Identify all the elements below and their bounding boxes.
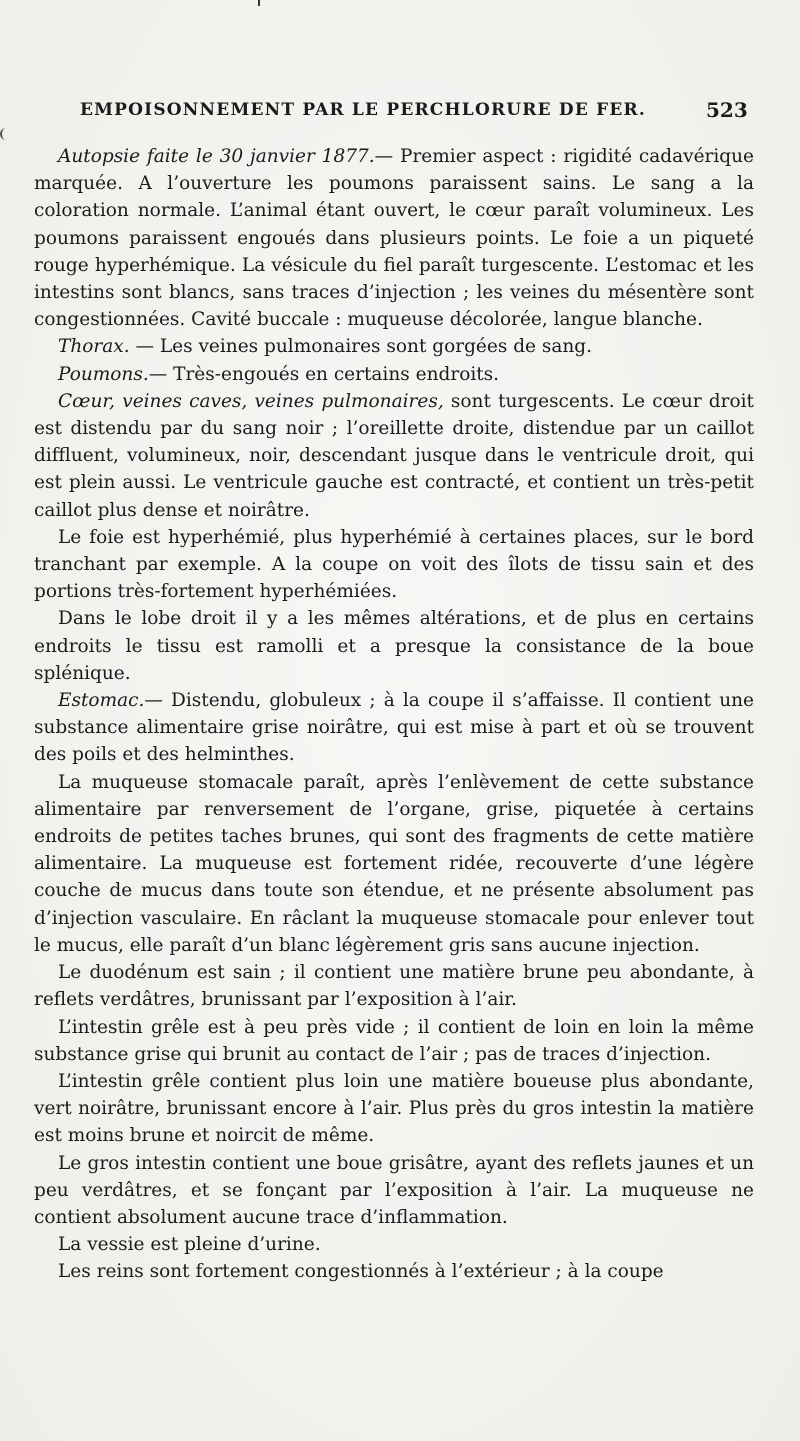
paragraph: Dans le lobe droit il y a les mêmes altérations, et de plus en certains endroits le tissu est ramolli et a presque la consistance de la boue splénique.: [34, 608, 754, 684]
paragraph-text: — Premier aspect : rigidité cadavérique marquée. A l’ouverture les poumons paraissent sains. Le sang a la coloration normale. L’animal étant ouvert, le cœur paraît volumineux. Les poumons paraissent engoués dans plusieurs points. Le foie a un piqueté rouge hyperhémique. La vésicule du fiel paraît turgescente. L’estomac et les intestins sont blancs, sans traces d’injection ; les veines du mésentère sont congestionnées. Cavité buccale : muqueuse décolorée, langue blanche.: [34, 146, 754, 331]
paragraph: [34, 388, 754, 524]
scan-mark: [0, 128, 12, 140]
body-text: [34, 143, 754, 1286]
paragraph: La muqueuse stomacale paraît, après l’enlèvement de cette substance alimentaire par renversement de l’organe, grise, piquetée à certains endroits de petites taches brunes, qui sont des fragments de cette matière alimentaire. La muqueuse est fortement ridée, recouverte d’une légère couche de mucus dans toute son étendue, et ne présente absolument pas d’injection vasculaire. En râclant la muqueuse stomacale pour enlever tout le mucus, elle paraît d’un blanc légèrement gris sans aucune injection.: [34, 771, 754, 956]
section-lead: Estomac.: [58, 690, 145, 712]
paragraph-text: — Très-engoués en certains endroits.: [148, 363, 500, 385]
paragraph: [34, 143, 754, 333]
paragraph: [34, 361, 754, 388]
paragraph: L’intestin grêle est à peu près vide ; il contient de loin en loin la même substance grise qui brunit au contact de l’air ; pas de traces d’injection.: [34, 1016, 754, 1065]
page-number: 523: [706, 98, 748, 122]
paragraph-text: — Les veines pulmonaires sont gorgées de sang.: [129, 336, 593, 358]
paragraph: Le gros intestin contient une boue grisâtre, ayant des reflets jaunes et un peu verdâtres, et se fonçant par l’exposition à l’air. La muqueuse ne contient absolument aucune trace d’inflammation.: [34, 1152, 754, 1228]
section-lead: Thorax.: [58, 336, 130, 358]
paragraph: La vessie est pleine d’urine.: [58, 1234, 321, 1256]
paragraph: [34, 687, 754, 769]
paragraph-text: — Distendu, globuleux ; à la coupe il s’affaisse. Il contient une substance alimentaire grise noirâtre, qui est mise à part et où se trouvent des poils et des helminthes.: [34, 690, 754, 766]
section-lead: Poumons.: [58, 363, 149, 385]
paragraph: [34, 333, 754, 360]
paragraph: Le duodénum est sain ; il contient une matière brune peu abondante, à reflets verdâtres, brunissant par l’exposition à l’air.: [34, 962, 754, 1011]
paragraph: Les reins sont fortement congestionnés à l’extérieur ; à la coupe: [58, 1261, 664, 1283]
running-title: EMPOISONNEMENT PAR LE PERCHLORURE DE FER.: [80, 100, 647, 120]
paragraph: L’intestin grêle contient plus loin une matière boueuse plus abondante, vert noirâtre, brunissant encore à l’air. Plus près du gros intestin la matière est moins brune et noircit de même.: [34, 1070, 754, 1147]
paragraph: Le foie est hyperhémié, plus hyperhémié à certaines places, sur le bord tranchant par exemple. A la coupe on voit des îlots de tissu sain et des portions très-fortement hyperhémiées.: [34, 526, 754, 603]
section-lead: Autopsie faite le 30 janvier 1877.: [58, 146, 375, 167]
scan-mark: [258, 0, 260, 6]
section-lead: Cœur, veines caves, veines pulmonaires,: [58, 390, 444, 412]
paragraph-text: sont turgescents. Le cœur droit est distendu par du sang noir ; l’oreillette droite, distendue par un caillot diffluent, volumineux, noir, descendant jusque dans le ventricule droit, qui est plein aussi. Le ventricule gauche est contracté, et contient un très-petit caillot plus dense et noirâtre.: [34, 390, 754, 521]
